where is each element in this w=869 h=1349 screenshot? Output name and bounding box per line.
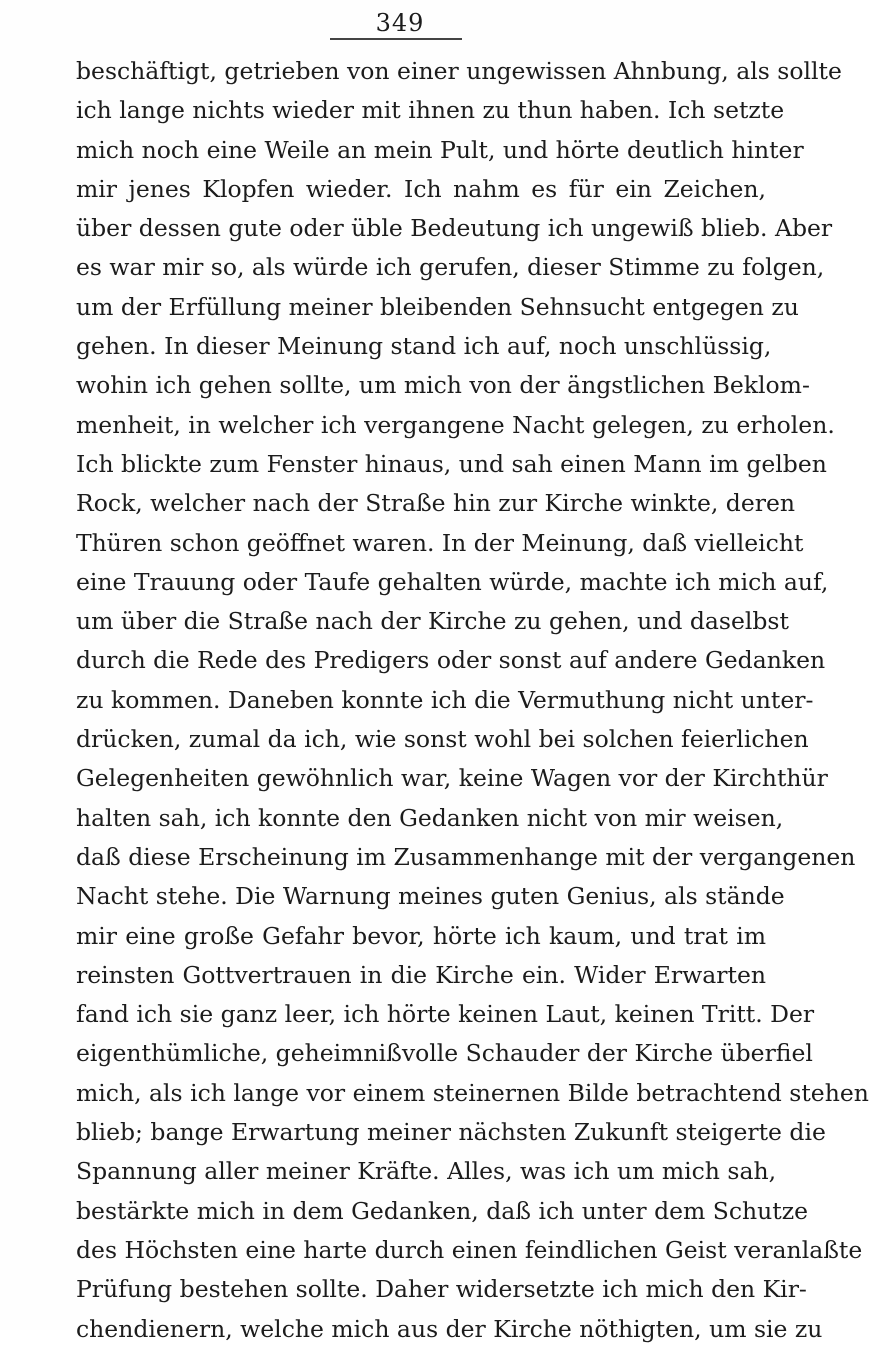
page-number: 349 [375,9,425,37]
text-line: wohin ich gehen sollte, um mich von der ängstlichen Beklom- [76,371,810,400]
text-line: Gelegenheiten gewöhnlich war, keine Wagen vor der Kirchthür [76,764,828,793]
text-line: durch die Rede des Predigers oder sonst auf andere Gedanken [76,646,826,675]
text-line: drücken, zumal da ich, wie sonst wohl bei solchen feierlichen [76,725,809,754]
text-line: reinsten Gottvertrauen in die Kirche ein. Wider Erwarten [76,960,766,989]
text-line: beschäftigt, getrieben von einer ungewissen Ahnbung, als sollte [76,57,842,85]
text-line: daß diese Erscheinung im Zusammenhange mit der vergangenen [76,842,856,871]
text-line: Ich blickte zum Fenster hinaus, und sah einen Mann im gelben [76,449,827,478]
text-line: mir eine große Gefahr bevor, hörte ich kaum, und trat im [76,921,766,950]
text-line: halten sah, ich konnte den Gedanken nicht von mir weisen, [76,803,784,832]
text-line: Prüfung bestehen sollte. Daher widersetzte ich mich den Kir- [76,1275,807,1304]
body-text [76,52,869,1349]
text-line: gehen. In dieser Meinung stand ich auf, noch unschlüssig, [76,332,772,361]
text-line: Thüren schon geöffnet waren. In der Meinung, daß vielleicht [76,528,804,557]
text-line: über dessen gute oder üble Bedeutung ich ungewiß blieb. Aber [76,214,833,243]
text-line: mir jenes Klopfen wieder. Ich nahm es für ein Zeichen, [76,174,766,203]
text-line: um über die Straße nach der Kirche zu gehen, und daselbst [76,607,789,636]
text-line: bestärkte mich in dem Gedanken, daß ich unter dem Schutze [76,1196,809,1225]
text-line: des Höchsten eine harte durch einen feindlichen Geist veranlaßte [76,1235,863,1264]
text-line: blieb; bange Erwartung meiner nächsten Zukunft steigerte die [76,1118,826,1147]
text-line: zu kommen. Daneben konnte ich die Vermuthung nicht unter- [76,685,814,714]
text-line: Spannung aller meiner Kräfte. Alles, was ich um mich sah, [76,1157,777,1186]
header-rule [330,38,462,40]
text-line: chendienern, welche mich aus der Kirche nöthigten, um sie zu [76,1314,823,1343]
text-line: fand ich sie ganz leer, ich hörte keinen Laut, keinen Tritt. Der [76,1000,815,1029]
text-line: menheit, in welcher ich vergangene Nacht gelegen, zu erholen. [76,410,835,439]
text-line: eine Trauung oder Taufe gehalten würde, machte ich mich auf, [76,567,829,596]
text-line: ich lange nichts wieder mit ihnen zu thun haben. Ich setzte [76,96,785,125]
text-line: um der Erfüllung meiner bleibenden Sehnsucht entgegen zu [76,292,799,321]
text-line: Nacht stehe. Die Warnung meines guten Genius, als stände [76,882,785,911]
text-line: Rock, welcher nach der Straße hin zur Kirche winkte, deren [76,489,796,518]
text-line: eigenthümliche, geheimnißvolle Schauder der Kirche überfiel [76,1039,813,1068]
text-line: mich noch eine Weile an mein Pult, und hörte deutlich hinter [76,135,804,164]
text-line: es war mir so, als würde ich gerufen, dieser Stimme zu folgen, [76,253,825,282]
text-line: mich, als ich lange vor einem steinernen Bilde betrachtend stehen [76,1078,869,1107]
